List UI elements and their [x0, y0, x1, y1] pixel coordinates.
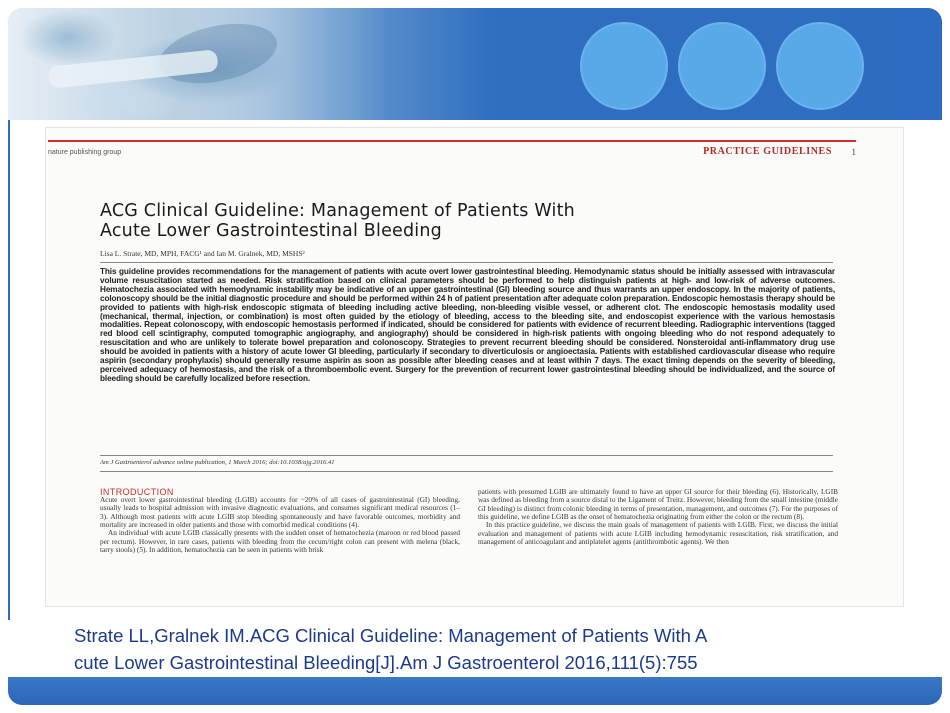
document-title	[100, 201, 820, 241]
citation-rule	[100, 471, 833, 472]
authors-rule	[100, 262, 833, 263]
title-line-2: Acute Lower Gastrointestinal Bleeding	[100, 221, 442, 241]
surgery-photo	[8, 8, 388, 120]
left-column	[100, 496, 460, 606]
publisher-name: nature publishing group	[48, 149, 122, 156]
decorative-circle	[678, 22, 766, 110]
title-line-1: ACG Clinical Guideline: Management of Patients With	[100, 201, 575, 221]
document-abstract: This guideline provides recommendations for the management of patients with acute overt lower gastrointestinal bleeding. Hemodynamic status should be initially assessed with intravascular volume resuscitation started as needed. Risk stratification based on clinical parameters should be performed to help distinguish patients at high- and low-risk of adverse outcomes. Hematochezia associated with hemodynamic instability may be indicative of an upper gastrointestinal (GI) bleeding source and thus warrants an upper endoscopy. In the majority of patients, colonoscopy should be the initial diagnostic procedure and should be performed within 24 h of patient presentation after adequate colon preparation. Endoscopic hemostasis therapy should be provided to patients with high-risk endoscopic stigmata of bleeding including active bleeding, non-bleeding visible vessel, or adherent clot. The endoscopic hemostasis modality used (mechanical, thermal, injection, or combination) is most often guided by the etiology of bleeding, access to the bleeding site, and endoscopist experience with the various hemostasis modalities. Repeat colonoscopy, with endoscopic hemostasis performed if indicated, should be considered for patients with evidence of recurrent bleeding. Radiographic interventions (tagged red blood cell scintigraphy, computed tomographic angiography, and angiography) should be considered in high-risk patients with ongoing bleeding who do not respond adequately to resuscitation and who are unlikely to tolerate bowel preparation and colonoscopy. Strategies to prevent recurrent bleeding should be considered. Nonsteroidal anti-inflammatory drug use should be avoided in patients with a history of acute lower GI bleeding, particularly if secondary to diverticulosis or angioectasia. Patients with established cardiovascular disease who require aspirin (secondary prophylaxis) should generally resume aspirin as soon as possible after bleeding ceases and at least within 7 days. The exact timing depends on the severity of bleeding, perceived adequacy of hemostasis, and the risk of a thromboembolic event. Surgery for the prevention of recurrent lower gastrointestinal bleeding should be individualized, and the source of bleeding should be carefully localized before resection.	[100, 267, 835, 383]
document-citation: Am J Gastroenterol advance online publication, 1 March 2016; doi:10.1038/ajg.2016.41	[100, 459, 335, 466]
caption-line-2: cute Lower Gastrointestinal Bleeding[J].Am J Gastroenterol 2016,111(5):755	[74, 652, 698, 673]
decorative-circle	[580, 22, 668, 110]
right-col-paragraph-2: In this practice guideline, we discuss the main goals of management of patients with LGIB. First, we discuss the initial evaluation and management of patients with acute LGIB including hemodynamic resuscitation, risk stratification, and management of anticoagulant and antiplatelet agents (antithrombotic agents). We then	[478, 520, 838, 547]
footer-bar	[8, 677, 942, 705]
decorative-circle	[776, 22, 864, 110]
document-authors: Lisa L. Strate, MD, MPH, FACG¹ and Ian M. Gralnek, MD, MSHS²	[100, 249, 305, 258]
caption-line-1: Strate LL,Gralnek IM.ACG Clinical Guideline: Management of Patients With A	[74, 625, 708, 646]
document-header	[48, 146, 858, 158]
right-column	[478, 488, 838, 606]
section-tag: PRACTICE GUIDELINES	[703, 146, 832, 157]
left-col-paragraph-1: Acute overt lower gastrointestinal bleeding (LGIB) accounts for ~20% of all cases of gastrointestinal (GI) bleeding, usually leads to hospital admission with invasive diagnostic evaluations, and consumes significant medical resources (1–3). Although most patients with acute LGIB stop bleeding spontaneously and have favorable outcomes, morbidity and mortality are increased in older patients and those with comorbid medical conditions (4).	[100, 496, 460, 530]
left-col-paragraph-2: An individual with acute LGIB classically presents with the sudden onset of hematochezia (maroon or red blood passed per rectum). However, in rare cases, patients with bleeding from the cecum/right colon can present with melena (black, tarry stools) (5). In addition, hematochezia can be seen in patients with brisk	[100, 528, 460, 555]
reference-caption	[74, 622, 904, 676]
left-accent-line	[8, 120, 10, 620]
header-banner	[8, 8, 942, 120]
document-page-image	[46, 128, 903, 606]
abstract-rule	[100, 455, 833, 456]
right-col-paragraph-1: patients with presumed LGIB are ultimately found to have an upper GI source for their bleeding (6). Historically, LGIB was defined as bleeding from a source distal to the Ligament of Treitz. However, bleeding from the small intestine (middle GI bleeding) is distinct from colonic bleeding in terms of presentation, management, and outcomes (7). For the purposes of this guideline, we define LGIB as the onset of hematochezia originating from either the colon or the rectum (8).	[478, 488, 838, 522]
header-red-rule	[48, 140, 856, 142]
introduction-heading: INTRODUCTION	[100, 487, 174, 497]
page-number: 1	[851, 147, 856, 157]
